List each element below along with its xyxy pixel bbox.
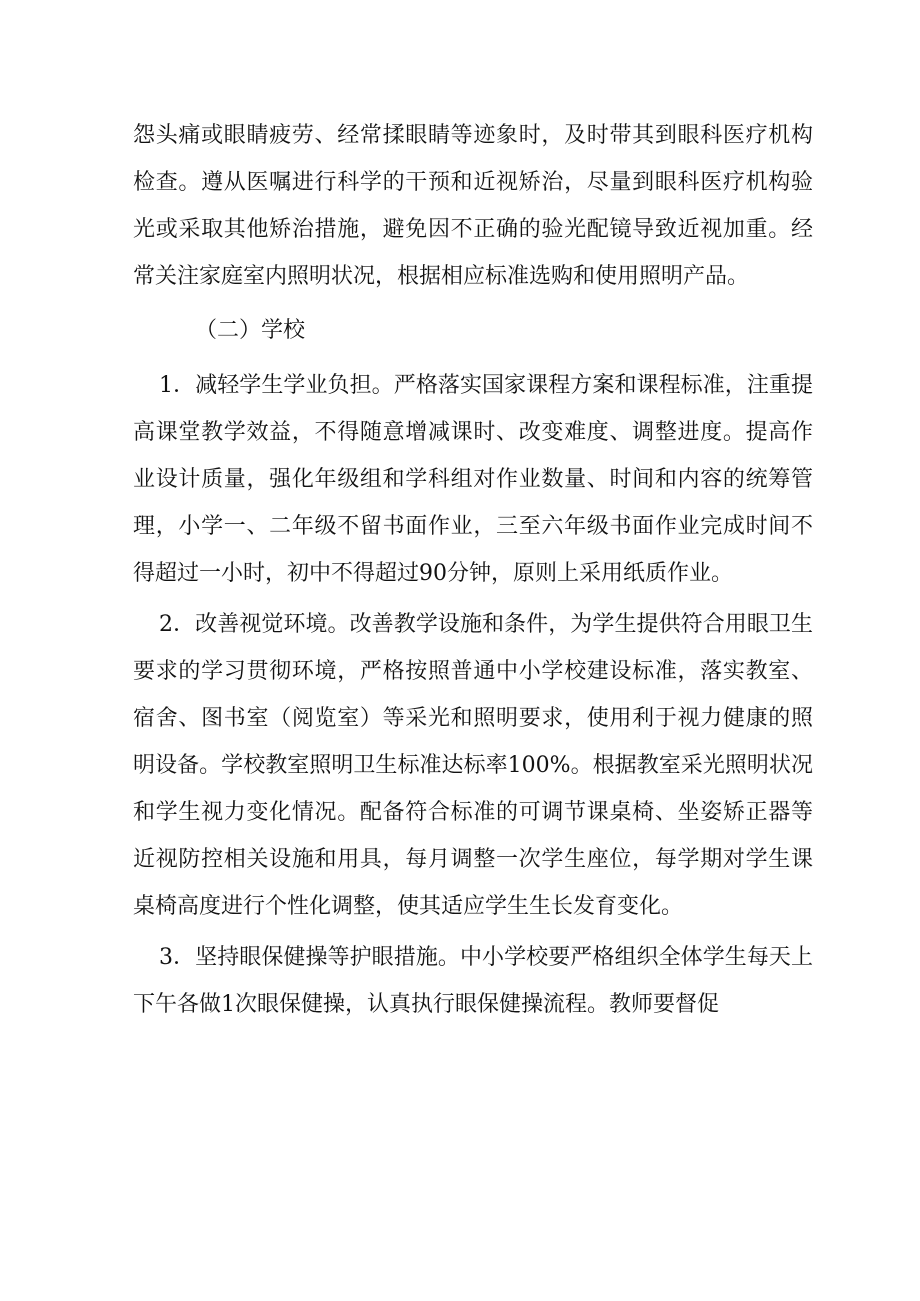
item-paragraph-2: 2．改善视觉环境。改善教学设施和条件，为学生提供符合用眼卫生要求的学习贯彻环境，严格按照普通中小学校建设标准，落实教室、宿舍、图书室（阅览室）等采光和照明要求，使用利于视力健康的照明设备。学校教室照明卫生标准达标率100%。根据教室采光照明状况和学生视力变化情况。配备符合标准的可调节课桌椅、坐姿矫正器等近视防控相关设施和用具，每月调整一次学生座位，每学期对学生课桌椅高度进行个性化调整，使其适应学生生长发育变化。 xyxy=(133,612,813,919)
section-heading: （二）学校 xyxy=(195,318,306,343)
item-paragraph-3: 3．坚持眼保健操等护眼措施。中小学校要严格组织全体学生每天上下午各做1次眼保健操，认真执行眼保健操流程。教师要督促 xyxy=(133,945,813,1017)
document-body xyxy=(133,112,813,1028)
continuation-paragraph: 怨头痛或眼睛疲劳、经常揉眼睛等迹象时，及时带其到眼科医疗机构检查。遵从医嘱进行科学的干预和近视矫治，尽量到眼科医疗机构验光或采取其他矫治措施，避免因不正确的验光配镜导致近视加重。经常关注家庭室内照明状况，根据相应标准选购和使用照明产品。 xyxy=(133,123,813,289)
item-paragraph-1: 1．减轻学生学业负担。严格落实国家课程方案和课程标准，注重提高课堂教学效益，不得随意增减课时、改变难度、调整进度。提高作业设计质量，强化年级组和学科组对作业数量、时间和内容的统筹管理，小学一、二年级不留书面作业，三至六年级书面作业完成时间不得超过一小时，初中不得超过90分钟，原则上采用纸质作业。 xyxy=(133,373,813,586)
